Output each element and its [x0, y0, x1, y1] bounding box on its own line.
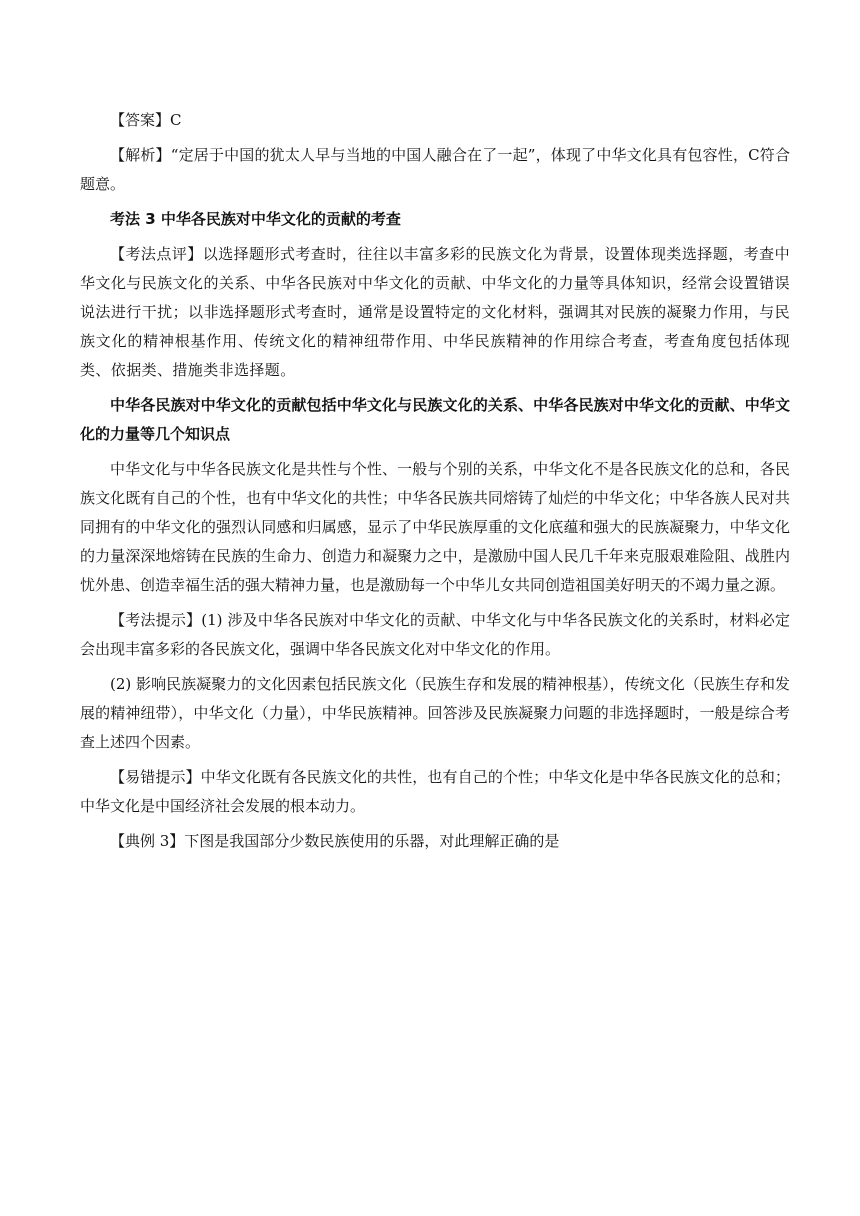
knowledge-heading: 中华各民族对中华文化的贡献包括中华文化与民族文化的关系、中华各民族对中华文化的贡献、中华文化的力量等几个知识点 — [80, 396, 790, 443]
error-tips-paragraph: 【易错提示】中华文化既有各民族文化的共性，也有自己的个性；中华文化是中华各民族文化的总和；中华文化是中国经济社会发展的根本动力。 — [80, 768, 790, 815]
knowledge-body-paragraph: 中华文化与中华各民族文化是共性与个性、一般与个别的关系，中华文化不是各民族文化的总和，各民族文化既有自己的个性，也有中华文化的共性；中华各民族共同熔铸了灿烂的中华文化；中华各族人民对共同拥有的中华文化的强烈认同感和归属感，显示了中华民族厚重的文化底蕴和强大的民族凝聚力，中华文化的力量深深地熔铸在民族的生命力、创造力和凝聚力之中，是激励中国人民几千年来克服艰难险阻、战胜内忧外患、创造幸福生活的强大精神力量，也是激励每一个中华儿女共同创造祖国美好明天的不竭力量之源。 — [80, 460, 790, 594]
example-paragraph: 【典例 3】下图是我国部分少数民族使用的乐器，对此理解正确的是 — [110, 832, 560, 850]
analysis-paragraph: 【解析】“定居于中国的犹太人早与当地的中国人融合在了一起”，体现了中华文化具有包容性，C符合题意。 — [80, 146, 790, 193]
tips-paragraph-2: (2) 影响民族凝聚力的文化因素包括民族文化（民族生存和发展的精神根基），传统文化（民族生存和发展的精神纽带），中华文化（力量），中华民族精神。回答涉及民族凝聚力问题的非选择题时，一般是综合考查上述四个因素。 — [80, 675, 790, 751]
section-heading: 考法 3 中华各民族对中华文化的贡献的考查 — [110, 210, 401, 228]
answer-line: 【答案】C — [110, 111, 182, 129]
kaofa-dianping-paragraph: 【考法点评】以选择题形式考查时，往往以丰富多彩的民族文化为背景，设置体现类选择题，考查中华文化与民族文化的关系、中华各民族对中华文化的贡献、中华文化的力量等具体知识，经常会设置错误说法进行干扰；以非选择题形式考查时，通常是设置特定的文化材料，强调其对民族的凝聚力作用，与民族文化的精神根基作用、传统文化的精神纽带作用、中华民族精神的作用综合考查，考查角度包括体现类、依据类、措施类非选择题。 — [80, 245, 790, 379]
tips-paragraph-1: 【考法提示】(1) 涉及中华各民族对中华文化的贡献、中华文化与中华各民族文化的关系时，材料必定会出现丰富多彩的各民族文化，强调中华各民族文化对中华文化的作用。 — [80, 611, 790, 658]
document-page — [80, 106, 790, 862]
